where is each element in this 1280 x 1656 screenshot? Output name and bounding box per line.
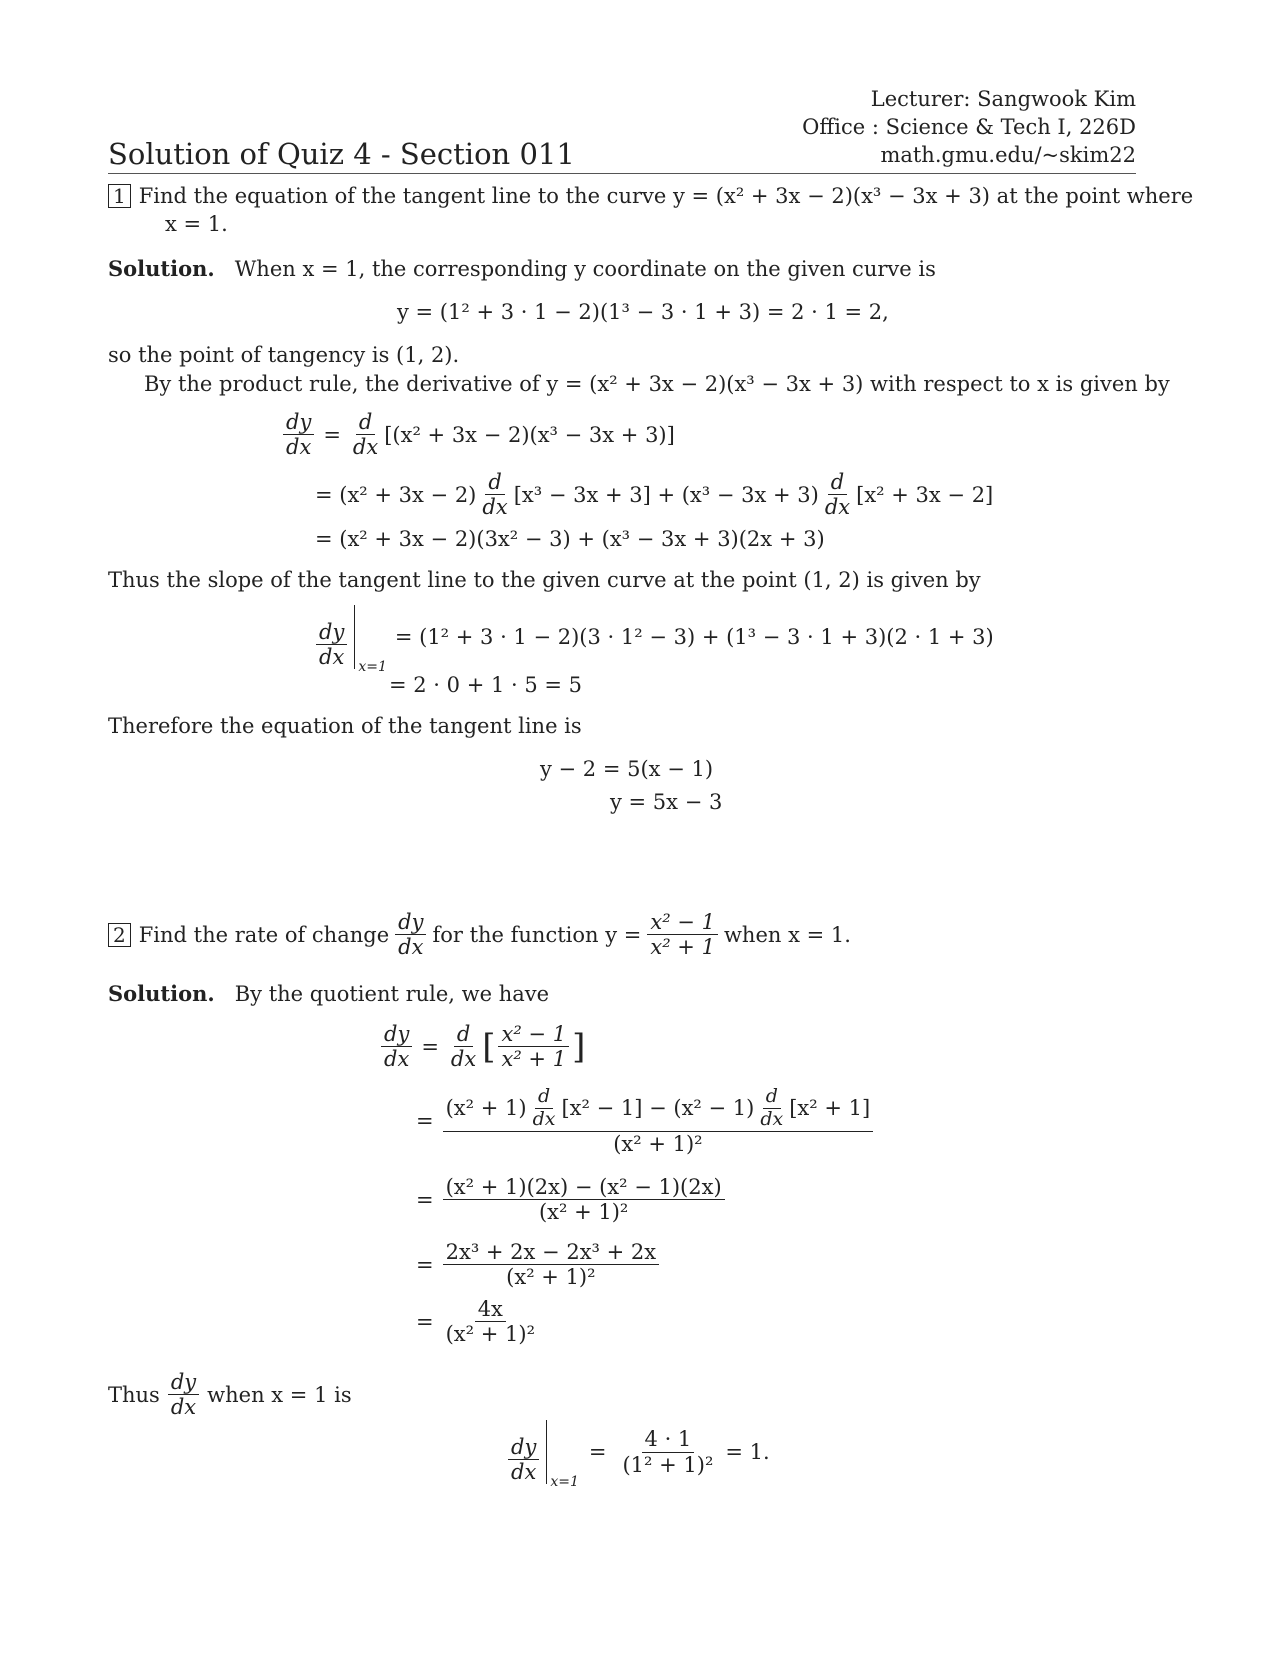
tangent-equation-1: y − 2 = 5(x − 1): [540, 757, 714, 781]
problem-1-tangency: so the point of tangency is (1, 2).: [108, 343, 460, 367]
problem-1-number: 1: [108, 184, 131, 208]
problem-2-solution-label: Solution.: [108, 981, 215, 1006]
tangent-equation-2: y = 5x − 3: [610, 790, 723, 814]
quotient-line-1: $\frac{dy}{dx}$ = $\frac{d}{dx}$ [ $\frac{\text{x² − 1}}{\text{x² + 1}}$ ]: [378, 1022, 585, 1071]
website-line: math.gmu.edu/~skim22: [880, 143, 1136, 167]
problem-1-intro: When x = 1, the corresponding y coordinate on the given curve is: [234, 257, 936, 281]
problem-1-product-rule-intro: By the product rule, the derivative of y = (x² + 3x − 2)(x³ − 3x + 3) with respect to x is given by: [144, 372, 1170, 396]
office-line: Office : Science & Tech I, 226D: [802, 115, 1136, 139]
problem-1-solution-label: Solution.: [108, 256, 215, 281]
problem-1-y-eval: y = (1² + 3 · 1 − 2)(1³ − 3 · 1 + 3) = 2 · 1 = 2,: [397, 300, 889, 324]
quotient-line-2: = (x² + 1) $\frac{d}{dx}$ [x² − 1] − (x² − 1) $\frac{d}{dx}$ [x² + 1] (x² + 1)²: [416, 1086, 876, 1156]
problem-1-statement-line1: Find the equation of the tangent line to the curve y = (x² + 3x − 2)(x³ − 3x + 3) at the point where: [138, 184, 1194, 208]
page-title: Solution of Quiz 4 - Section 011: [108, 137, 575, 171]
slope-line-1: $\frac{dy}{dx}$ x=1 = (1² + 3 · 1 − 2)(3 · 1² − 3) + (1³ − 3 · 1 + 3)(2 · 1 + 3): [313, 605, 994, 669]
d-dx-operator: $\frac{d}{dx}$: [482, 470, 508, 520]
dy-dx-evaluated: $\frac{dy}{dx}$ x=1: [313, 605, 387, 669]
dy-dx-evaluated: $\frac{dy}{dx}$ x=1: [505, 1420, 579, 1484]
tangent-intro: Therefore the equation of the tangent line is: [108, 714, 582, 738]
quotient-line-4: = $\frac{\text{2x³ + 2x − 2x³ + 2x}}{\text{(x² + 1)²}}$: [416, 1240, 662, 1289]
problem-2-solution: [108, 982, 549, 1006]
quotient-line-5: = $\frac{4x}{\text{(x² + 1)²}}$: [416, 1297, 535, 1347]
quotient-line-3: = $\frac{\text{(x² + 1)(2x) − (x² − 1)(2x)}}{\text{(x² + 1)²}}$: [416, 1175, 728, 1224]
slope-line-2: = 2 · 0 + 1 · 5 = 5: [389, 673, 583, 697]
derivative-line-2: = (x² + 3x − 2) $\frac{d}{dx}$ [x³ − 3x + 3] + (x³ − 3x + 3) $\frac{d}{dx}$ [x² + 3x − 2]: [315, 470, 994, 520]
slope-intro: Thus the slope of the tangent line to the given curve at the point (1, 2) is given by: [108, 568, 981, 592]
dy-dx-fraction: $\frac{dy}{dx}$: [283, 410, 314, 459]
d-dx-operator: $\frac{d}{dx}$: [352, 410, 379, 460]
function-fraction: $\frac{\text{x² − 1}}{\text{x² + 1}}$: [647, 910, 718, 959]
derivative-line-1: $\frac{dy}{dx}$ = $\frac{d}{dx}$ [(x² + 3x − 2)(x³ − 3x + 3)]: [280, 410, 675, 459]
problem-2-intro: By the quotient rule, we have: [234, 982, 550, 1006]
final-evaluation: $\frac{dy}{dx}$ x=1 = $\frac{4 \cdot 1}{\text{(1² + 1)²}}$ = 1.: [505, 1420, 770, 1484]
dy-dx-fraction: $\frac{dy}{dx}$: [395, 910, 426, 959]
problem-2-thus: Thus $\frac{dy}{dx}$ when x = 1 is: [108, 1370, 352, 1420]
problem-2-statement: 2 Find the rate of change $\frac{dy}{dx}$ for the function y = $\frac{\text{x² − 1}}{\text{x² + 1}}$ when x = 1.: [108, 910, 851, 959]
problem-1-statement-line2: x = 1.: [165, 212, 228, 236]
problem-1-statement: [108, 184, 1193, 208]
header-divider: [108, 173, 1136, 174]
lecturer-line: Lecturer: Sangwook Kim: [870, 87, 1136, 111]
problem-1-solution: [108, 257, 936, 281]
derivative-line-1-body: [(x² + 3x − 2)(x³ − 3x + 3)]: [384, 422, 675, 447]
problem-2-number: 2: [108, 923, 131, 947]
derivative-line-3: = (x² + 3x − 2)(3x² − 3) + (x³ − 3x + 3)(2x + 3): [315, 527, 825, 551]
d-dx-operator: $\frac{d}{dx}$: [824, 470, 851, 520]
